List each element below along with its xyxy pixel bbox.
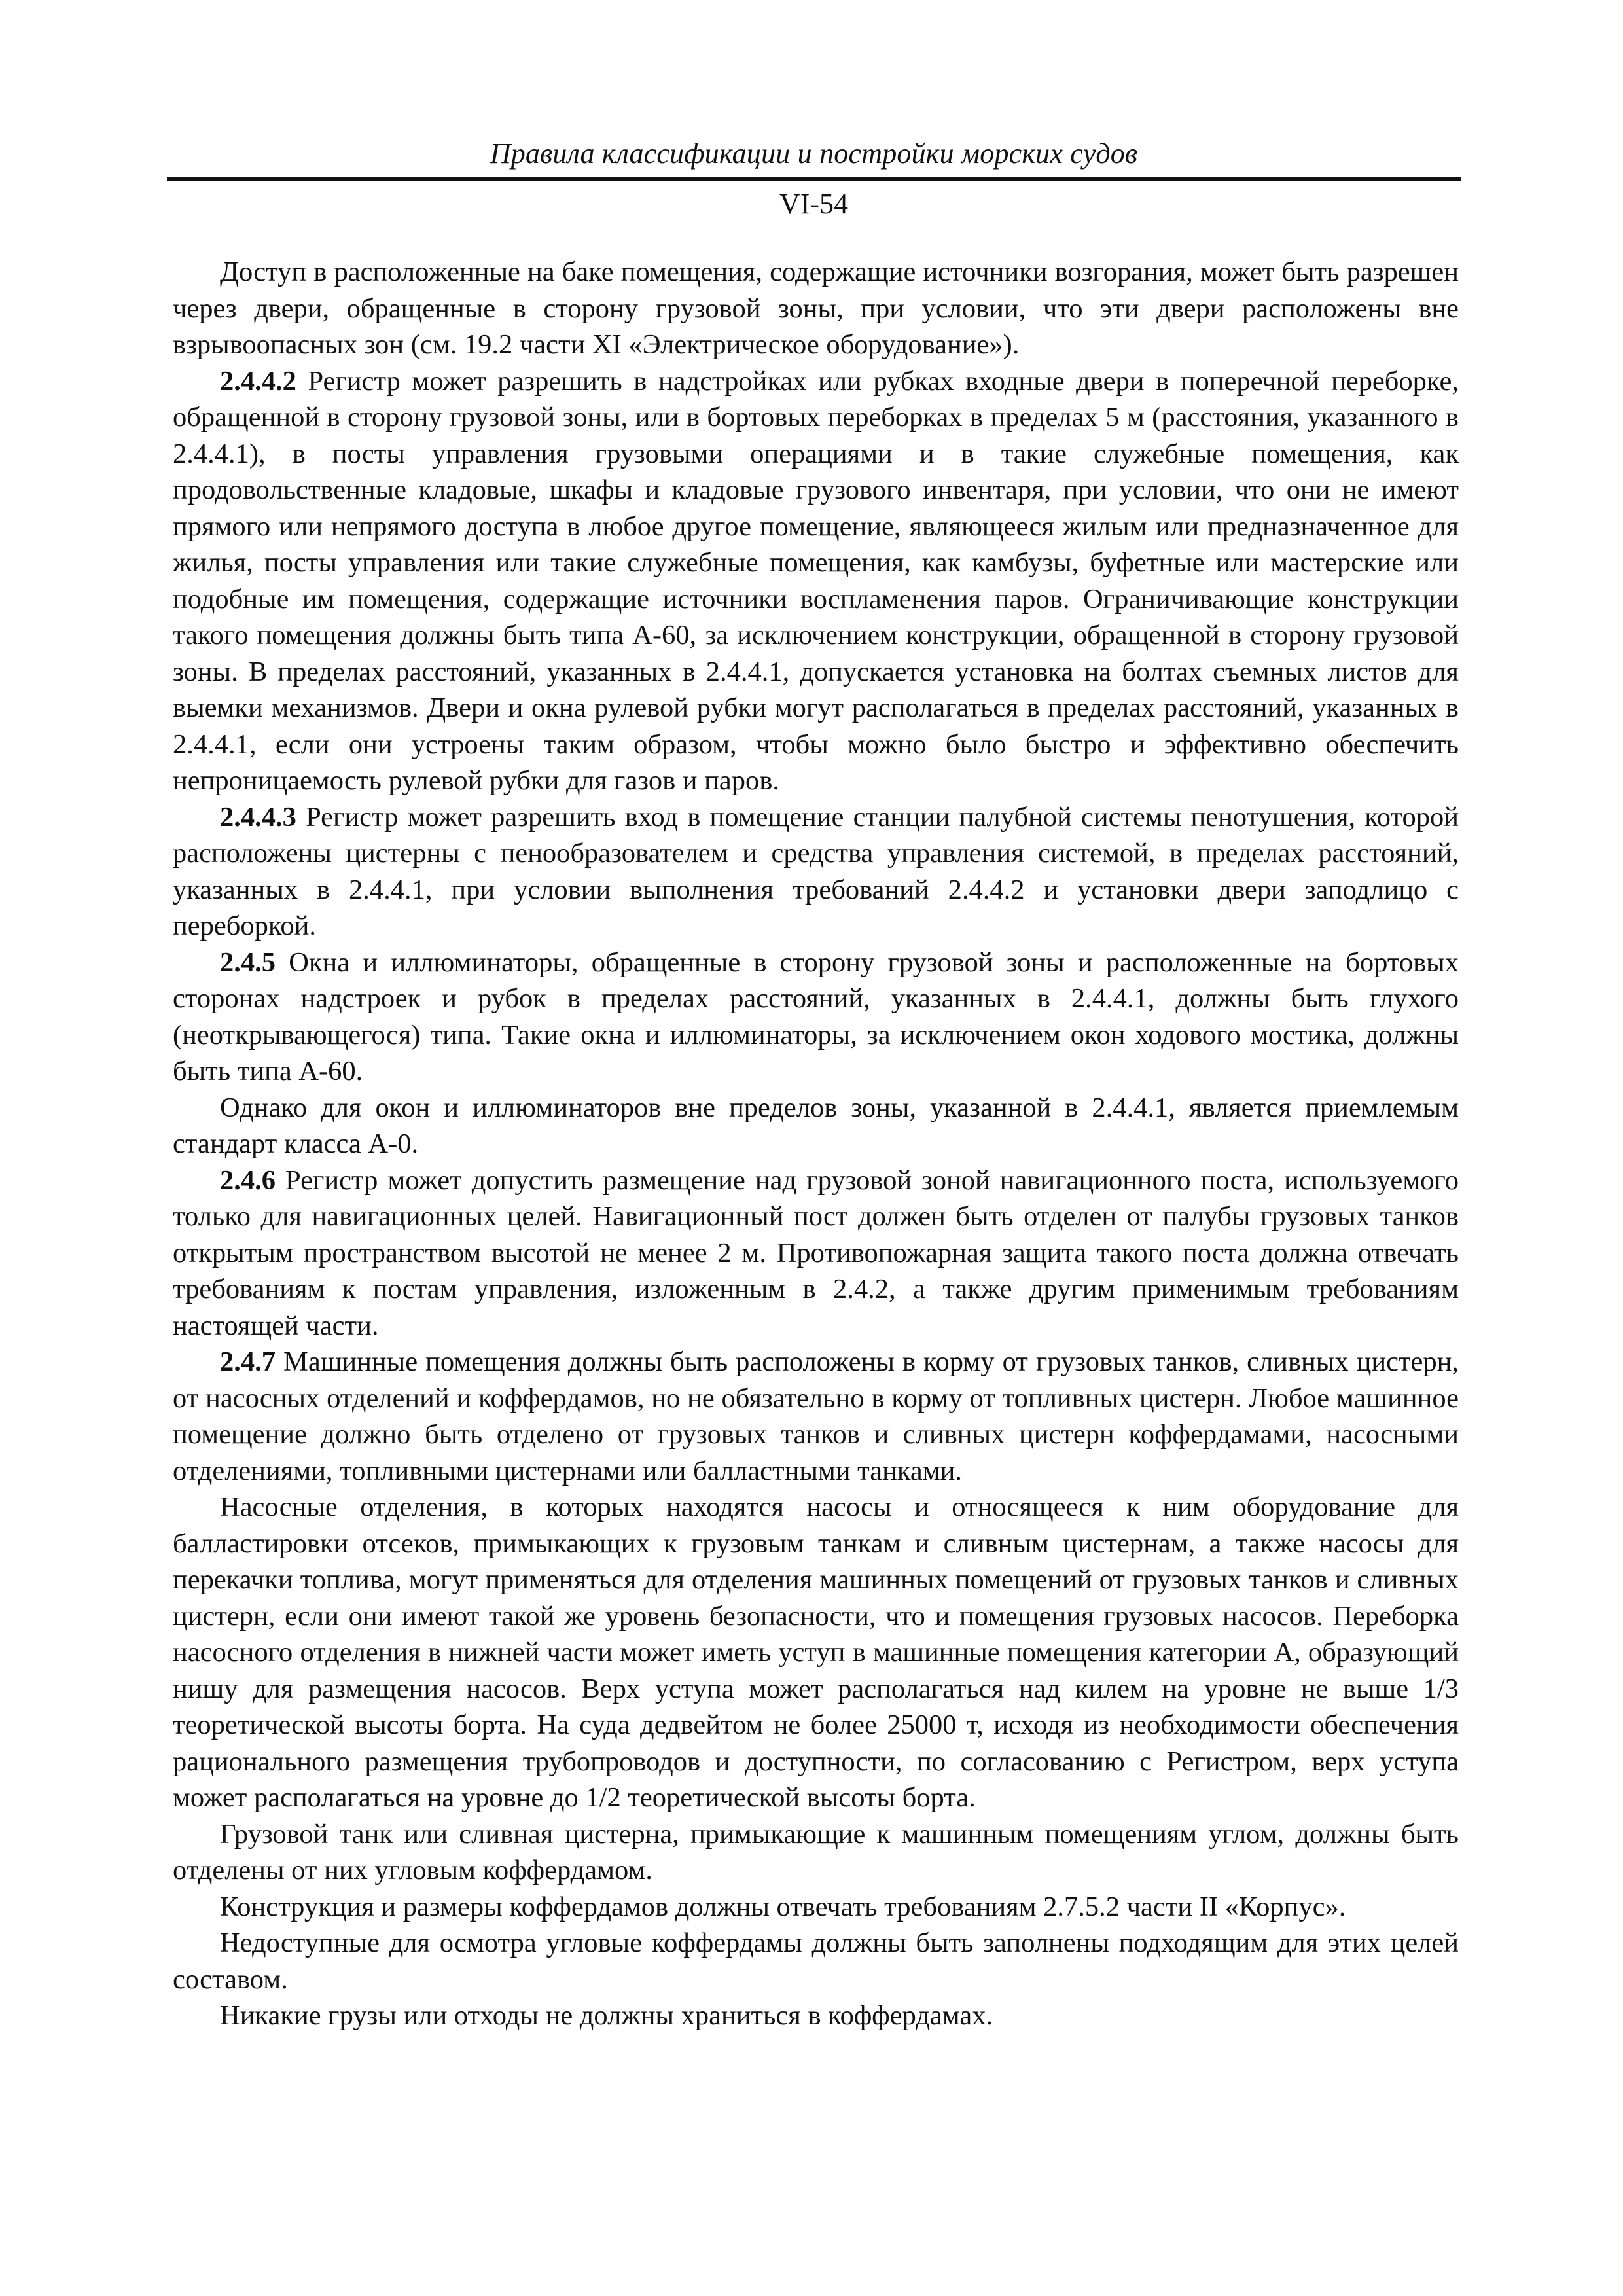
- running-title: Правила классификации и постройки морских судов: [490, 137, 1138, 170]
- paragraph: [173, 1162, 1459, 1344]
- paragraph: [173, 1998, 1459, 2034]
- clause-number: 2.4.5: [220, 946, 276, 978]
- clause-number: 2.4.4.2: [220, 365, 296, 397]
- paragraph-text: Недоступные для осмотра угловые коффердамы должны быть заполнены подходящим для этих целей составом.: [173, 1928, 1459, 1995]
- paragraph: [173, 1925, 1459, 1998]
- paragraph-text: Доступ в расположенные на баке помещения, содержащие источники возгорания, может быть разрешен через двери, обращенные в сторону грузовой зоны, при условии, что эти двери расположены вне взрывоопасных зон (см. 19.2 части XI «Электрическое оборудование»).: [173, 257, 1459, 360]
- paragraph-text: Регистр может допустить размещение над грузовой зоной навигационного поста, используемого только для навигационных целей. Навигационный пост должен быть отделен от палубы грузовых танков открытым пространством высотой не менее 2 м. Противопожарная защита такого поста должна отвечать требованиям к постам управления, изложенным в 2.4.2, а также другим применимым требованиям настоящей части.: [173, 1164, 1459, 1341]
- header-divider: [167, 177, 1461, 181]
- paragraph: [173, 1344, 1459, 1489]
- paragraph-text: Регистр может разрешить вход в помещение станции палубной системы пенотушения, которой расположены цистерны с пенообразователем и средства управления системой, в пределах расстояний, указанных в 2.4.4.1, при условии выполнения требований 2.4.4.2 и установки двери заподлицо с переборкой.: [173, 801, 1459, 941]
- page-header: [167, 134, 1461, 223]
- clause-number: 2.4.7: [220, 1346, 276, 1377]
- paragraph: [173, 1889, 1459, 1926]
- paragraph-text: Никакие грузы или отходы не должны храниться в коффердамах.: [220, 2000, 993, 2031]
- paragraph-text: Насосные отделения, в которых находятся насосы и относящееся к ним оборудование для балластировки отсеков, примыкающих к грузовым танкам и сливным цистернам, а также насосы для перекачки топлива, могут применяться для отделения машинных помещений от грузовых танков и сливных цистерн, если они имеют такой же уровень безопасности, что и помещения грузовых насосов. Переборка насосного отделения в нижней части может иметь уступ в машинные помещения категории A, образующий нишу для размещения насосов. Верх уступа может располагаться над килем на уровне не выше 1/3 теоретической высоты борта. На суда дедвейтом не более 25000 т, исходя из необходимости обеспечения рационального размещения трубопроводов и доступности, по согласованию с Регистром, верх уступа может располагаться на уровне до 1/2 теоретической высоты борта.: [173, 1492, 1459, 1813]
- paragraph-text: Грузовой танк или сливная цистерна, примыкающие к машинным помещениям углом, должны быть отделены от них угловым коффердамом.: [173, 1818, 1459, 1886]
- page-number: VI-54: [779, 188, 849, 220]
- paragraph-text: Конструкция и размеры коффердамов должны отвечать требованиям 2.7.5.2 части II «Корпус».: [220, 1891, 1346, 1922]
- paragraph-text: Окна и иллюминаторы, обращенные в сторону грузовой зоны и расположенные на бортовых сторонах надстроек и рубок в пределах расстояний, указанных в 2.4.4.1, должны быть глухого (неоткрывающегося) типа. Такие окна и иллюминаторы, за исключением окон ходового мостика, должны быть типа A-60.: [173, 946, 1459, 1086]
- paragraph: [173, 944, 1459, 1090]
- paragraph: [173, 799, 1459, 944]
- paragraph: [173, 1489, 1459, 1816]
- clause-number: 2.4.4.3: [220, 801, 296, 833]
- paragraph-text: Однако для окон и иллюминаторов вне пределов зоны, указанной в 2.4.4.1, является приемлемым стандарт класса A-0.: [173, 1092, 1459, 1159]
- paragraph-text: Машинные помещения должны быть расположены в корму от грузовых танков, сливных цистерн, от насосных отделений и коффердамов, но не обязательно в корму от топливных цистерн. Любое машинное помещение должно быть отделено от грузовых танков и сливных цистерн коффердамами, насосными отделениями, топливными цистернами или балластными танками.: [173, 1346, 1459, 1486]
- body-text: [173, 254, 1459, 2034]
- paragraph: [173, 1816, 1459, 1889]
- paragraph: [173, 254, 1459, 363]
- paragraph-text: Регистр может разрешить в надстройках или рубках входные двери в поперечной переборке, обращенной в сторону грузовой зоны, или в бортовых переборках в пределах 5 м (расстояния, указанного в 2.4.4.1), в посты управления грузовыми операциями и в такие служебные помещения, как продовольственные кладовые, шкафы и кладовые грузового инвентаря, при условии, что они не имеют прямого или непрямого доступа в любое другое помещение, являющееся жилым или предназначенное для жилья, посты управления или такие служебные помещения, как камбузы, буфетные или мастерские или подобные им помещения, содержащие источники воспламенения паров. Ограничивающие конструкции такого помещения должны быть типа A-60, за исключением конструкции, обращенной в сторону грузовой зоны. В пределах расстояний, указанных в 2.4.4.1, допускается установка на болтах съемных листов для выемки механизмов. Двери и окна рулевой рубки могут располагаться в пределах расстояний, указанных в 2.4.4.1, если они устроены таким образом, чтобы можно было быстро и эффективно обеспечить непроницаемость рулевой рубки для газов и паров.: [173, 365, 1459, 796]
- paragraph: [173, 1090, 1459, 1162]
- clause-number: 2.4.6: [220, 1164, 276, 1196]
- paragraph: [173, 363, 1459, 799]
